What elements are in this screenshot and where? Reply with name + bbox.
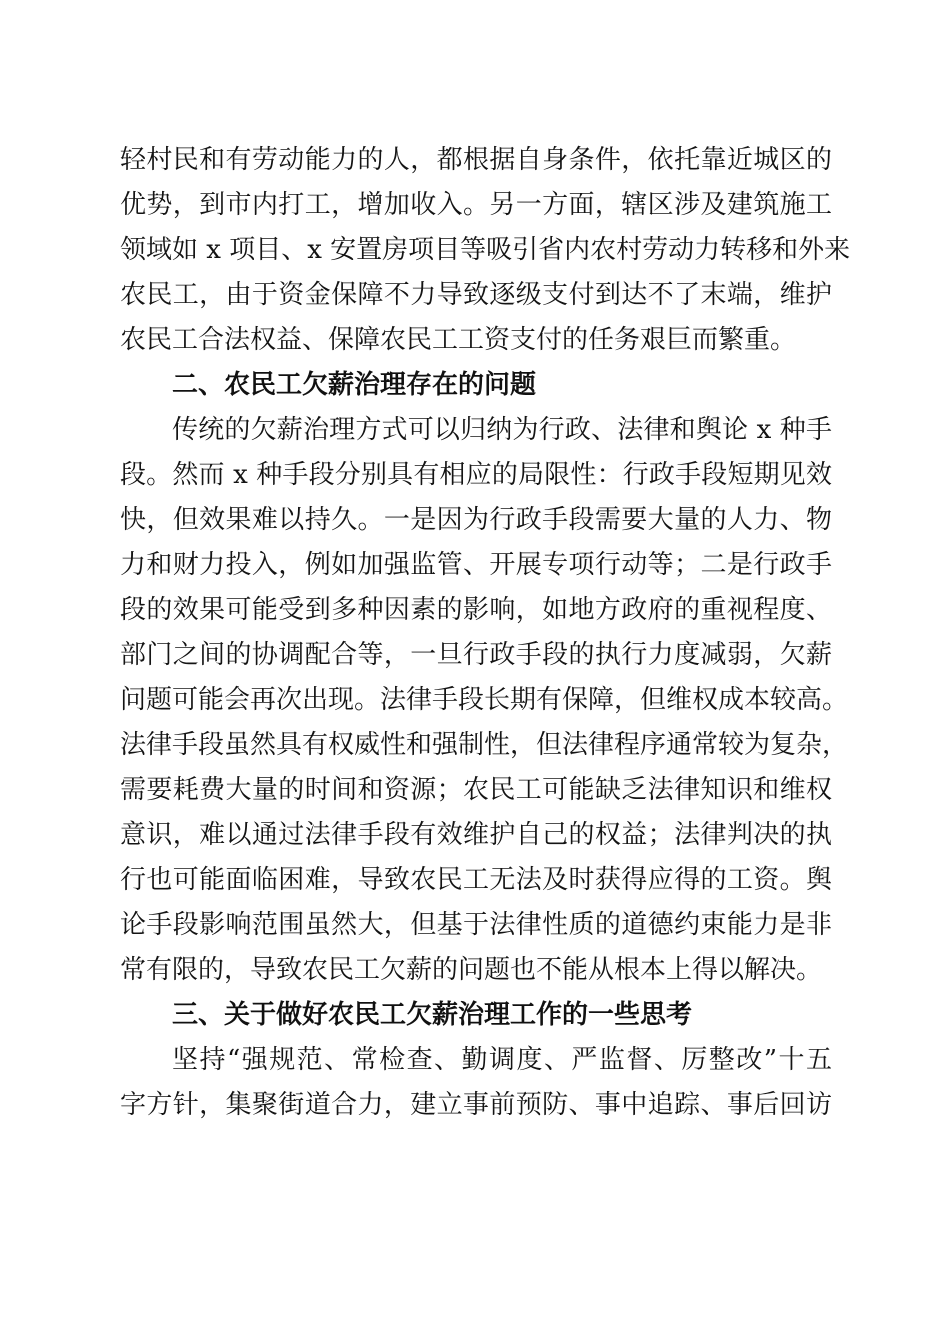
paragraph-1-line-5: 农民工合法权益、保障农民工工资支付的任务艰巨而繁重。 xyxy=(120,325,797,355)
section-heading-2: 二、农民工欠薪治理存在的问题 xyxy=(172,370,537,400)
paragraph-2-line-12: 论手段影响范围虽然大，但基于法律性质的道德约束能力是非 xyxy=(120,910,832,940)
section-heading-3: 三、关于做好农民工欠薪治理工作的一些思考 xyxy=(172,1000,693,1030)
paragraph-2-line-3: 快，但效果难以持久。一是因为行政手段需要大量的人力、物 xyxy=(120,505,832,535)
paragraph-2-line-4: 力和财力投入，例如加强监管、开展专项行动等；二是行政手 xyxy=(120,550,832,580)
paragraph-2-line-10: 意识，难以通过法律手段有效维护自己的权益；法律判决的执 xyxy=(120,820,832,850)
paragraph-2-line-13: 常有限的，导致农民工欠薪的问题也不能从根本上得以解决。 xyxy=(120,955,823,985)
paragraph-1-line-1: 轻村民和有劳动能力的人，都根据自身条件，依托靠近城区的 xyxy=(120,145,832,175)
paragraph-2-line-7: 问题可能会再次出现。法律手段长期有保障，但维权成本较高。 xyxy=(120,685,849,715)
paragraph-2-line-6: 部门之间的协调配合等，一旦行政手段的执行力度减弱，欠薪 xyxy=(120,640,832,670)
paragraph-2-line-11: 行也可能面临困难，导致农民工无法及时获得应得的工资。舆 xyxy=(120,865,832,895)
paragraph-2-line-5: 段的效果可能受到多种因素的影响，如地方政府的重视程度、 xyxy=(120,595,832,625)
paragraph-1-line-2: 优势，到市内打工，增加收入。另一方面，辖区涉及建筑施工 xyxy=(120,190,832,220)
paragraph-3-line-2: 字方针，集聚街道合力，建立事前预防、事中追踪、事后回访 xyxy=(120,1090,832,1120)
paragraph-3-line-1: 坚持“强规范、常检查、勤调度、严监督、厉整改”十五 xyxy=(172,1045,832,1075)
paragraph-2-line-1: 传统的欠薪治理方式可以归纳为行政、法律和舆论 x 种手 xyxy=(172,415,832,445)
paragraph-1-line-3: 领域如 x 项目、x 安置房项目等吸引省内农村劳动力转移和外来 xyxy=(120,235,851,265)
paragraph-2-line-2: 段。然而 x 种手段分别具有相应的局限性：行政手段短期见效 xyxy=(120,460,832,490)
paragraph-2-line-9: 需要耗费大量的时间和资源；农民工可能缺乏法律知识和维权 xyxy=(120,775,832,805)
paragraph-1-line-4: 农民工，由于资金保障不力导致逐级支付到达不了末端，维护 xyxy=(120,280,832,310)
paragraph-2-line-8: 法律手段虽然具有权威性和强制性，但法律程序通常较为复杂， xyxy=(120,730,849,760)
